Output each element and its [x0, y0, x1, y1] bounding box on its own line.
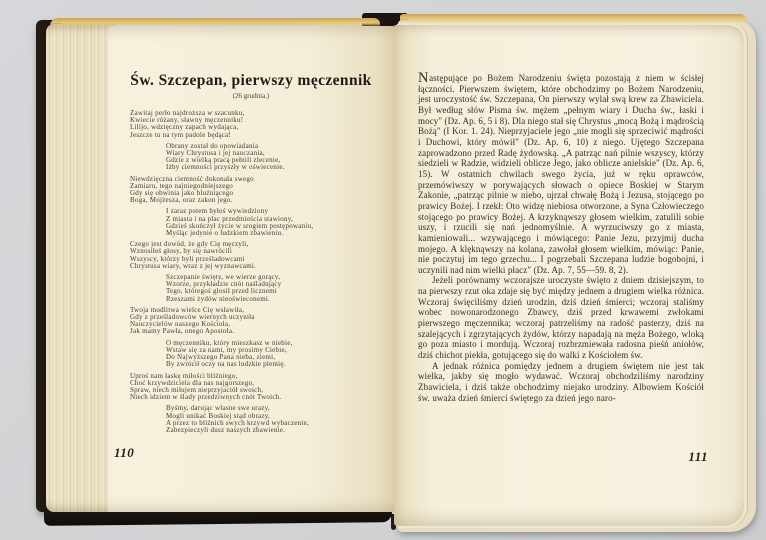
poem [130, 110, 380, 438]
poem-line: Wiary Chrystusa i jej nauczania, [166, 149, 265, 158]
poem-line: Czego jest dowód, że gdy Cię męczyli, [130, 240, 249, 249]
poem-line: Niech idziem w ślady przedziwnych cnót Twoich. [130, 393, 282, 402]
poem-stanza [130, 373, 380, 402]
poem-line: I zaraz potem byłoś wywiedziony [166, 207, 269, 216]
left-fore-edge-pages [46, 24, 116, 512]
poem-line: Wznosiłeś głosy, by się nawrócili [130, 247, 233, 256]
poem-stanza [130, 241, 380, 270]
left-page[interactable] [108, 26, 394, 512]
poem-line: Wstaw się za nami, my prosimy Ciebie, [166, 345, 287, 354]
poem-line: Gdzie z wielką pracą pełnili zlecenie, [166, 156, 281, 165]
poem-line: Lilijo, wdzięczny zapach wydająca, [130, 123, 239, 132]
poem-line: O męczenniku, który mieszkasz w niebie, [166, 338, 293, 347]
chapter-subtitle: (26 grudnia.) [232, 92, 270, 100]
poem-line: Kwiecie różany, sławny męczenniku! [130, 116, 244, 125]
poem-line: Zamiaru, tego najniegodniejszego [130, 181, 234, 190]
poem-line: Gdy z prześladowców wiernych uczyniła [130, 313, 255, 322]
body-text [418, 69, 704, 403]
paragraph: Następujące po Bożem Narodzeniu święta pozostają z niem w ścisłej łączności. Pierwszem świętem, które obchodzimy po Bożem Narodzeniu, jest uroczystość św. Szczepana, On pierwszy wylał swą krew za Zbawiciela. Był według słów Pisma św. mężem „pełnym wiary i Ducha św., łaski i mocy" (Dz. Ap. 6, 5 i 8). Dla niego stał się Chrystus „mocą Bożą i mądrością Bożą" (I Kor. 1. 24). Nieprzyjaciele jego „nie mogli się sprzeciwić mądrości i Duchowi, który mówił" (Dz. Ap. 6, 10) z niego. Ujętego Szczepana zaprowadzono przed Radę żydowską. „A patrząc nań pilnie wszyscy, którzy siedzieli w Radzie, widzieli oblicze Jego, jako oblicze anielskie" (Dz. Ap. 6, 15). W ostatnich chwilach swego życia, już w ręku oprawców, przemówiwszy w porywających słowach o opiece Boskiej w Starym Zakonie, „patrząc pilnie w niebo, ujrzał chwałę Bożą i Jezusa, stojącego po prawicy Bożej. I rzekł: Oto widzę niebiosa otworzone, a Syna Człowieczego stojącego po prawicy Bożej. A krzyknąwszy głosem wielkim, zatulili sobie uszy, i rzucili się nań jednomyślnie. A wyrzuciwszy go z miasta, kamieniowali... wzywającego i mówiącego: Panie Jezu, przyjmij ducha mojego. A klęknąwszy na kolana, zawołał głosem wielkim, mówiąc: Panie, nie poczytuj im tego grzechu... I pogrzebali Szczepana ludzie bogobojni, i uczynili nad nim wielki płacz" (Dz. Ap. 7, 55—59. 8, 2). [418, 69, 704, 275]
poem-stanza [130, 405, 380, 434]
poem-line: A przez to bliźnich swych krzywd wybaczenie, [166, 418, 309, 427]
poem-line: Gdzieś skończył życie w srogiem postępowaniu, [166, 221, 314, 230]
initial-capital: N [418, 69, 429, 86]
poem-line: Z miasta i na plac przedmieścia stawiony, [166, 214, 294, 223]
paragraph: Jeżeli porównamy wczorajsze uroczyste święto z dniem dzisiejszym, to na pierwszy rzut oka zdaje się być między jednem a drugiem wielka różnica. Wczoraj święciliśmy dzień urodzin, dziś dzień śmierci; wczoraj staliśmy wobec nowonarodzonego Zbawcy, dziś przed krwawemi zwłokami pierwszego męczennika; wczoraj patrzeliśmy na radość pasterzy, dziś na szalejących i zgrzytających żydów, którzy napadają na męża Bożego, wloką go poza miasto i mordują. Wczoraj rozbrzmiewała radosna pieśń aniołów, dziś chichot piekła, gotującego się do walki z Kościołem św. [418, 275, 704, 361]
poem-line: Wzorze, przykładzie cnót naśladujący [166, 280, 282, 289]
poem-line: Byśmy, darując własne swe urazy, [166, 404, 270, 413]
poem-line: Myśląc jedynie o ludzkiem zbawieniu. [166, 229, 284, 238]
poem-line: Jak mamy Pawła, onego Apostoła. [130, 327, 235, 336]
poem-line: Mogli unikać Boskiej stąd obrazy, [166, 411, 271, 420]
poem-line: Uproś nam łaskę miłości bliźniego, [130, 371, 238, 380]
paragraph: A jednak różnica pomiędzy jednem a drugiem świętem nie jest tak wielka, jakby się mogło wydawać. Wczoraj obchodziliśmy narodziny Zbawiciela, i dziś także obchodzimy niejako urodziny. Albowiem Kościół św. uważa dzień śmierci świętego za dzień jego naro- [418, 360, 704, 403]
page-number-left: 110 [114, 445, 135, 460]
chapter-title: Św. Szczepan, pierwszy męczennik [130, 72, 372, 89]
poem-line: Jeszcze tu na tym padole będąca! [130, 130, 232, 139]
poem-stanza [130, 208, 380, 237]
poem-stanza [130, 274, 380, 303]
poem-stanza [130, 143, 380, 172]
poem-line: Rzeszami żydów nieoświeconemi. [166, 294, 271, 303]
poem-line: Boga, Mojżesza, oraz zakon jego. [130, 196, 233, 205]
poem-line: Niewdzięczna ciemność dokonała swego [130, 174, 254, 183]
poem-line: Twoja modlitwa wielce Cię wsławiła, [130, 305, 245, 314]
poem-line: Chrystusa wiary, wraz z jej wyznawcami. [130, 261, 257, 270]
poem-line: Do Najwyższego Pana nieba, ziemi, [166, 353, 276, 362]
poem-line: Choć krzywdziciela dla nas najgorszego, [130, 378, 255, 387]
poem-line: Tego, któregoś głosił przed licznemi [166, 287, 277, 296]
poem-line: Gdy się obwinia jako bluźniącego [130, 189, 234, 198]
poem-line: Obrany został do opowiadania [166, 141, 259, 150]
right-page[interactable] [394, 25, 744, 526]
poem-line: Zabezpieczyli dusz naszych zbawienie. [166, 425, 286, 434]
gilt-top-edge-right [400, 14, 748, 23]
poem-stanza [130, 176, 380, 205]
poem-line: Zawitaj perło najdroższa w szacunku, [130, 109, 245, 117]
poem-line: Spraw, niech miłujem nieprzyjaciół swoich, [130, 385, 264, 394]
poem-line: Iżby ciemności przyszły w oświecenie. [166, 163, 285, 172]
poem-line: By zwrócił oczy na nas ludzkie plemię. [166, 360, 286, 369]
poem-stanza [130, 307, 380, 336]
poem-line: Szczepanie święty, we wierze gorący, [166, 273, 281, 282]
poem-line: Nauczycielów naszego Kościoła, [130, 320, 231, 329]
poem-stanza [130, 340, 380, 369]
page-number-right: 111 [688, 449, 708, 464]
poem-stanza [130, 110, 380, 139]
poem-line: Wszyscy, którzy byli prześladowcami [130, 254, 245, 263]
